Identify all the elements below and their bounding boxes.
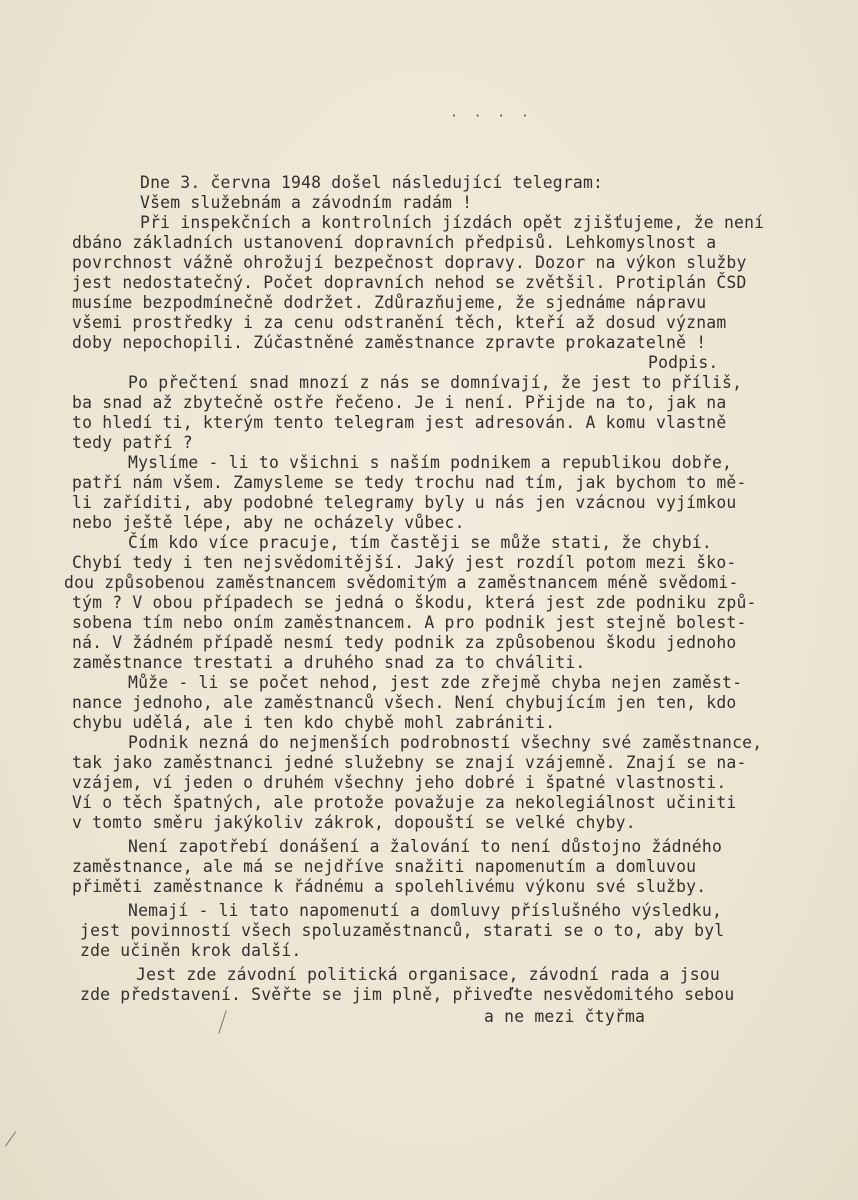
text-line: zaměstnance trestati a druhého snad za to chváliti. bbox=[72, 653, 586, 672]
text-line: Nemají - li tato napomenutí a domluvy příslušného výsledku, bbox=[128, 901, 723, 920]
text-line: Myslíme - li to všichni s naším podnikem a republikou dobře, bbox=[128, 453, 733, 472]
text-line: musíme bezpodmínečně dodržet. Zdůrazňujeme, že sjednáme nápravu bbox=[72, 293, 707, 312]
signature-line: Podpis. bbox=[648, 353, 719, 372]
text-line: Všem služebnám a závodním radám ! bbox=[140, 193, 473, 212]
text-line: sobena tím nebo oním zaměstnancem. A pro podnik jest stejně bolest- bbox=[72, 613, 747, 632]
text-line: li zaříditi, aby podobné telegramy byly u nás jen vzácnou vyjímkou bbox=[72, 493, 737, 512]
text-line: dou způsobenou zaměstnancem svědomitým a zaměstnancem méně svědomi- bbox=[64, 573, 739, 592]
text-line: Dne 3. června 1948 došel následující telegram: bbox=[140, 173, 604, 192]
text-line: chybu udělá, ale i ten kdo chybě mohl zabrániti. bbox=[72, 713, 556, 732]
text-line: všemi prostředky i za cenu odstranění těch, kteří až dosud význam bbox=[72, 313, 727, 332]
text-line: tak jako zaměstnanci jedné služebny se znají vzájemně. Znají se na- bbox=[72, 753, 747, 772]
text-line: vzájem, ví jeden o druhém všechny jeho dobré i špatné vlastnosti. bbox=[72, 773, 727, 792]
text-line: nebo ještě lépe, aby ne ocházely vůbec. bbox=[72, 513, 465, 532]
text-line: Může - li se počet nehod, jest zde zřejmě chyba nejen zaměst- bbox=[128, 673, 743, 692]
text-line: nance jednoho, ale zaměstnanců všech. Není chybujícím jen ten, kdo bbox=[72, 693, 737, 712]
text-line: zde učiněn krok další. bbox=[80, 941, 302, 960]
text-line: Ví o těch špatných, ale protože považuje za nekolegiálnost učiniti bbox=[72, 793, 737, 812]
text-line: přiměti zaměstnance k řádnému a spolehlivému výkonu své služby. bbox=[72, 877, 707, 896]
text-line: doby nepochopili. Zúčastněné zaměstnance zpravte prokazatelně ! bbox=[72, 333, 707, 352]
text-line: v tomto směru jakýkoliv zákrok, dopouští se velké chyby. bbox=[72, 813, 636, 832]
text-line: tedy patří ? bbox=[72, 433, 193, 452]
text-line: Podnik nezná do nejmenších podrobností všechny své zaměstnance, bbox=[128, 733, 763, 752]
text-line: zaměstnance, ale má se nejdříve snažiti napomenutím a domluvou bbox=[72, 857, 697, 876]
text-line: Po přečtení snad mnozí z nás se domnívají, že jest to příliš, bbox=[128, 373, 743, 392]
text-line: jest povinností všech spoluzaměstnanců, starati se o to, aby byl bbox=[80, 921, 725, 940]
text-line: patří nám všem. Zamysleme se tedy trochu nad tím, jak bychom to mě- bbox=[72, 473, 747, 492]
text-line: a ne mezi čtyřma bbox=[484, 1007, 646, 1026]
text-line: Není zapotřebí donášení a žalování to není důstojno žádného bbox=[128, 837, 723, 856]
text-line: jest nedostatečný. Počet dopravních nehod se zvětšil. Protiplán ČSD bbox=[72, 273, 747, 292]
text-line: tým ? V obou případech se jedná o škodu, která jest zde podniku způ- bbox=[72, 593, 757, 612]
header-mark: · · · · bbox=[450, 109, 533, 124]
text-line: povrchnost vážně ohrožují bezpečnost dopravy. Dozor na výkon služby bbox=[72, 253, 747, 272]
text-line: ba snad až zbytečně ostře řečeno. Je i není. Přijde na to, jak na bbox=[72, 393, 727, 412]
text-line: dbáno základních ustanovení dopravních předpisů. Lehkomyslnost a bbox=[72, 233, 717, 252]
text-line: Jest zde závodní politická organisace, závodní rada a jsou bbox=[136, 965, 720, 984]
text-line: to hledí ti, kterým tento telegram jest adresován. A komu vlastně bbox=[72, 413, 727, 432]
text-line: Chybí tedy i ten nejsvědomitější. Jaký jest rozdíl potom mezi ško- bbox=[72, 553, 737, 572]
text-line: zde představení. Svěřte se jim plně, přiveďte nesvědomitého sebou bbox=[80, 985, 735, 1004]
text-line: Při inspekčních a kontrolních jízdách opět zjišťujeme, že není bbox=[140, 213, 765, 232]
text-line: Čím kdo více pracuje, tím častěji se může stati, že chybí. bbox=[128, 533, 712, 552]
text-line: ná. V žádném případě nesmí tedy podnik za způsobenou škodu jednoho bbox=[72, 633, 737, 652]
